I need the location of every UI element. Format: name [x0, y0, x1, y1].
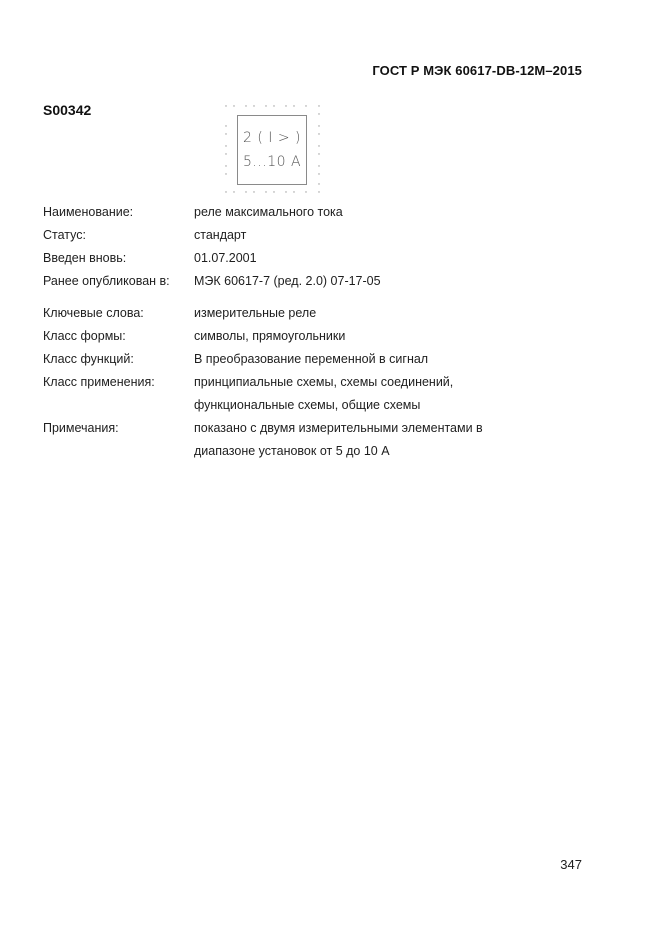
field-row-name	[43, 204, 603, 227]
field-row-application-class	[43, 374, 603, 397]
group-divider	[43, 296, 603, 305]
field-value: МЭК 60617-7 (ред. 2.0) 07-17-05	[194, 274, 381, 288]
symbol-graphic	[224, 104, 322, 194]
field-row-keywords	[43, 305, 603, 328]
field-value: измерительные реле	[194, 306, 317, 320]
field-row-introduced	[43, 250, 603, 273]
standard-code-header: ГОСТ Р МЭК 60617-DB-12М–2015	[372, 63, 582, 78]
field-value: диапазоне установок от 5 до 10 А	[194, 444, 390, 458]
field-label: Наименование:	[43, 205, 134, 219]
field-row-previously-published	[43, 273, 603, 296]
symbol-id: S00342	[43, 102, 92, 118]
field-label: Класс формы:	[43, 329, 126, 343]
symbol-properties	[43, 204, 603, 466]
field-value: функциональные схемы, общие схемы	[194, 398, 421, 412]
field-row-shape-class	[43, 328, 603, 351]
field-row-notes	[43, 420, 603, 443]
field-label: Статус:	[43, 228, 86, 242]
symbol-text-setting-range: 5...10 A	[242, 154, 302, 170]
field-row-function-class	[43, 351, 603, 374]
field-row-application-class-cont	[43, 397, 603, 420]
field-value: реле максимального тока	[194, 205, 343, 219]
field-label: Ключевые слова:	[43, 306, 144, 320]
field-label: Введен вновь:	[43, 251, 127, 265]
field-value: показано с двумя измерительными элементами в	[194, 421, 483, 435]
relay-rectangle	[237, 115, 307, 185]
field-value: В преобразование переменной в сигнал	[194, 352, 429, 366]
field-label: Класс функций:	[43, 352, 134, 366]
field-label: Класс применения:	[43, 375, 155, 389]
field-row-notes-cont	[43, 443, 603, 466]
field-value: 01.07.2001	[194, 251, 257, 265]
field-value: принципиальные схемы, схемы соединений,	[194, 375, 454, 389]
field-value: символы, прямоугольники	[194, 329, 346, 343]
field-row-status	[43, 227, 603, 250]
field-label: Ранее опубликован в:	[43, 274, 170, 288]
page-number: 347	[560, 857, 582, 872]
field-label: Примечания:	[43, 421, 119, 435]
field-value: стандарт	[194, 228, 247, 242]
symbol-text-measuring-elements: 2 ( I > )	[243, 130, 301, 146]
